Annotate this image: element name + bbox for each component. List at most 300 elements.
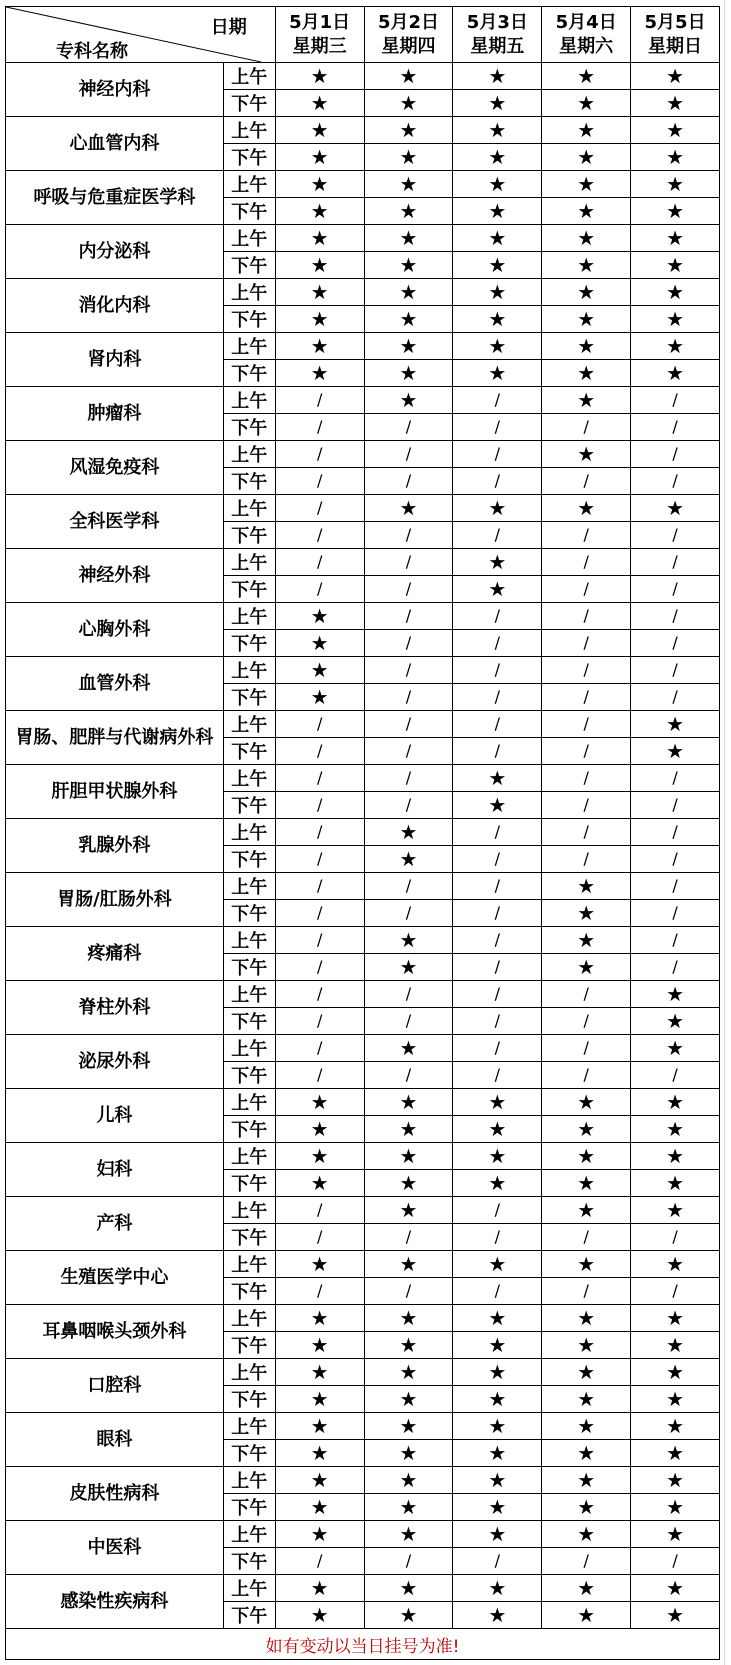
- closed-mark: /: [453, 441, 542, 468]
- closed-mark: /: [631, 900, 720, 927]
- closed-mark: /: [631, 414, 720, 441]
- closed-mark: /: [364, 441, 453, 468]
- closed-mark: /: [542, 711, 631, 738]
- open-star-icon: ★: [453, 1305, 542, 1332]
- department-name: 感染性疾病科: [6, 1575, 224, 1629]
- open-star-icon: ★: [364, 1170, 453, 1197]
- open-star-icon: ★: [542, 1197, 631, 1224]
- department-axis-label: 专科名称: [56, 41, 128, 62]
- open-star-icon: ★: [542, 225, 631, 252]
- department-name: 儿科: [6, 1089, 224, 1143]
- open-star-icon: ★: [364, 1494, 453, 1521]
- open-star-icon: ★: [453, 279, 542, 306]
- day-header-2: [364, 7, 453, 63]
- afternoon-label: 下午: [223, 684, 275, 711]
- morning-label: 上午: [223, 387, 275, 414]
- open-star-icon: ★: [275, 1494, 364, 1521]
- closed-mark: /: [631, 1548, 720, 1575]
- afternoon-label: 下午: [223, 414, 275, 441]
- open-star-icon: ★: [453, 90, 542, 117]
- department-name: 内分泌科: [6, 225, 224, 279]
- department-name: 肿瘤科: [6, 387, 224, 441]
- department-name: 肾内科: [6, 333, 224, 387]
- open-star-icon: ★: [275, 279, 364, 306]
- table-row: [6, 1359, 720, 1386]
- closed-mark: /: [542, 657, 631, 684]
- open-star-icon: ★: [631, 63, 720, 90]
- afternoon-label: 下午: [223, 90, 275, 117]
- open-star-icon: ★: [364, 1305, 453, 1332]
- open-star-icon: ★: [631, 171, 720, 198]
- open-star-icon: ★: [453, 63, 542, 90]
- closed-mark: /: [542, 1224, 631, 1251]
- open-star-icon: ★: [453, 117, 542, 144]
- open-star-icon: ★: [631, 360, 720, 387]
- open-star-icon: ★: [364, 117, 453, 144]
- open-star-icon: ★: [631, 117, 720, 144]
- open-star-icon: ★: [453, 576, 542, 603]
- open-star-icon: ★: [631, 1494, 720, 1521]
- open-star-icon: ★: [631, 306, 720, 333]
- open-star-icon: ★: [542, 252, 631, 279]
- morning-label: 上午: [223, 1197, 275, 1224]
- closed-mark: /: [364, 414, 453, 441]
- closed-mark: /: [275, 1062, 364, 1089]
- open-star-icon: ★: [542, 954, 631, 981]
- open-star-icon: ★: [453, 792, 542, 819]
- open-star-icon: ★: [364, 927, 453, 954]
- open-star-icon: ★: [364, 846, 453, 873]
- open-star-icon: ★: [453, 198, 542, 225]
- closed-mark: /: [453, 1197, 542, 1224]
- open-star-icon: ★: [453, 1143, 542, 1170]
- closed-mark: /: [453, 711, 542, 738]
- morning-label: 上午: [223, 225, 275, 252]
- open-star-icon: ★: [364, 495, 453, 522]
- open-star-icon: ★: [542, 1467, 631, 1494]
- closed-mark: /: [631, 657, 720, 684]
- department-name: 脊柱外科: [6, 981, 224, 1035]
- table-row: [6, 927, 720, 954]
- table-row: [6, 1089, 720, 1116]
- open-star-icon: ★: [631, 198, 720, 225]
- closed-mark: /: [453, 738, 542, 765]
- afternoon-label: 下午: [223, 1332, 275, 1359]
- closed-mark: /: [453, 387, 542, 414]
- department-name: 泌尿外科: [6, 1035, 224, 1089]
- department-name: 神经内科: [6, 63, 224, 117]
- open-star-icon: ★: [453, 1170, 542, 1197]
- open-star-icon: ★: [453, 225, 542, 252]
- closed-mark: /: [275, 522, 364, 549]
- open-star-icon: ★: [453, 1413, 542, 1440]
- open-star-icon: ★: [542, 1143, 631, 1170]
- open-star-icon: ★: [542, 360, 631, 387]
- open-star-icon: ★: [631, 252, 720, 279]
- closed-mark: /: [275, 1224, 364, 1251]
- closed-mark: /: [275, 981, 364, 1008]
- department-name: 消化内科: [6, 279, 224, 333]
- closed-mark: /: [542, 1062, 631, 1089]
- table-row: [6, 117, 720, 144]
- closed-mark: /: [631, 954, 720, 981]
- afternoon-label: 下午: [223, 360, 275, 387]
- closed-mark: /: [631, 522, 720, 549]
- closed-mark: /: [542, 630, 631, 657]
- date-axis-label: 日期: [210, 17, 247, 38]
- footer-note: 如有变动以当日挂号为准!: [6, 1629, 720, 1660]
- open-star-icon: ★: [364, 90, 453, 117]
- open-star-icon: ★: [364, 1359, 453, 1386]
- closed-mark: /: [631, 603, 720, 630]
- open-star-icon: ★: [364, 252, 453, 279]
- table-row: [6, 333, 720, 360]
- closed-mark: /: [453, 846, 542, 873]
- afternoon-label: 下午: [223, 1116, 275, 1143]
- open-star-icon: ★: [275, 63, 364, 90]
- open-star-icon: ★: [631, 1116, 720, 1143]
- afternoon-label: 下午: [223, 630, 275, 657]
- open-star-icon: ★: [453, 1386, 542, 1413]
- open-star-icon: ★: [631, 1386, 720, 1413]
- open-star-icon: ★: [275, 1251, 364, 1278]
- morning-label: 上午: [223, 1575, 275, 1602]
- morning-label: 上午: [223, 1251, 275, 1278]
- open-star-icon: ★: [364, 954, 453, 981]
- closed-mark: /: [453, 630, 542, 657]
- day-date: 5月4日: [555, 11, 617, 33]
- closed-mark: /: [453, 1224, 542, 1251]
- closed-mark: /: [453, 1062, 542, 1089]
- closed-mark: /: [364, 1548, 453, 1575]
- closed-mark: /: [275, 927, 364, 954]
- open-star-icon: ★: [364, 1602, 453, 1629]
- open-star-icon: ★: [364, 306, 453, 333]
- afternoon-label: 下午: [223, 1494, 275, 1521]
- department-name: 全科医学科: [6, 495, 224, 549]
- closed-mark: /: [453, 1035, 542, 1062]
- afternoon-label: 下午: [223, 198, 275, 225]
- department-name: 肝胆甲状腺外科: [6, 765, 224, 819]
- open-star-icon: ★: [631, 1035, 720, 1062]
- open-star-icon: ★: [275, 1602, 364, 1629]
- morning-label: 上午: [223, 1467, 275, 1494]
- open-star-icon: ★: [364, 1521, 453, 1548]
- footer-row: [6, 1629, 720, 1660]
- closed-mark: /: [542, 468, 631, 495]
- department-name: 乳腺外科: [6, 819, 224, 873]
- open-star-icon: ★: [364, 1143, 453, 1170]
- open-star-icon: ★: [453, 1575, 542, 1602]
- afternoon-label: 下午: [223, 900, 275, 927]
- closed-mark: /: [453, 603, 542, 630]
- open-star-icon: ★: [542, 1440, 631, 1467]
- closed-mark: /: [364, 549, 453, 576]
- open-star-icon: ★: [275, 198, 364, 225]
- closed-mark: /: [542, 522, 631, 549]
- closed-mark: /: [364, 1008, 453, 1035]
- open-star-icon: ★: [631, 1143, 720, 1170]
- open-star-icon: ★: [453, 1359, 542, 1386]
- open-star-icon: ★: [542, 1305, 631, 1332]
- open-star-icon: ★: [542, 279, 631, 306]
- closed-mark: /: [453, 657, 542, 684]
- open-star-icon: ★: [364, 819, 453, 846]
- closed-mark: /: [275, 738, 364, 765]
- open-star-icon: ★: [275, 1170, 364, 1197]
- table-row: [6, 1521, 720, 1548]
- open-star-icon: ★: [542, 900, 631, 927]
- table-row: [6, 1251, 720, 1278]
- open-star-icon: ★: [631, 1602, 720, 1629]
- closed-mark: /: [275, 549, 364, 576]
- open-star-icon: ★: [364, 198, 453, 225]
- open-star-icon: ★: [631, 1440, 720, 1467]
- table-row: [6, 765, 720, 792]
- open-star-icon: ★: [364, 387, 453, 414]
- morning-label: 上午: [223, 117, 275, 144]
- closed-mark: /: [275, 468, 364, 495]
- open-star-icon: ★: [453, 1089, 542, 1116]
- open-star-icon: ★: [275, 90, 364, 117]
- department-name: 血管外科: [6, 657, 224, 711]
- closed-mark: /: [631, 846, 720, 873]
- open-star-icon: ★: [453, 1251, 542, 1278]
- closed-mark: /: [542, 1548, 631, 1575]
- open-star-icon: ★: [542, 927, 631, 954]
- open-star-icon: ★: [631, 1575, 720, 1602]
- open-star-icon: ★: [275, 333, 364, 360]
- open-star-icon: ★: [631, 1197, 720, 1224]
- closed-mark: /: [275, 873, 364, 900]
- closed-mark: /: [453, 873, 542, 900]
- open-star-icon: ★: [364, 1467, 453, 1494]
- closed-mark: /: [364, 468, 453, 495]
- morning-label: 上午: [223, 819, 275, 846]
- open-star-icon: ★: [542, 1116, 631, 1143]
- table-row: [6, 1143, 720, 1170]
- open-star-icon: ★: [275, 1305, 364, 1332]
- closed-mark: /: [453, 981, 542, 1008]
- afternoon-label: 下午: [223, 306, 275, 333]
- closed-mark: /: [542, 549, 631, 576]
- open-star-icon: ★: [364, 360, 453, 387]
- department-name: 疼痛科: [6, 927, 224, 981]
- day-date: 5月1日: [289, 11, 351, 33]
- open-star-icon: ★: [631, 225, 720, 252]
- morning-label: 上午: [223, 1305, 275, 1332]
- table-row: [6, 63, 720, 90]
- morning-label: 上午: [223, 279, 275, 306]
- closed-mark: /: [275, 387, 364, 414]
- closed-mark: /: [275, 414, 364, 441]
- open-star-icon: ★: [542, 306, 631, 333]
- closed-mark: /: [275, 792, 364, 819]
- afternoon-label: 下午: [223, 1008, 275, 1035]
- open-star-icon: ★: [275, 1413, 364, 1440]
- day-weekday: 星期四: [381, 35, 436, 57]
- morning-label: 上午: [223, 603, 275, 630]
- open-star-icon: ★: [542, 1413, 631, 1440]
- morning-label: 上午: [223, 981, 275, 1008]
- open-star-icon: ★: [275, 1386, 364, 1413]
- open-star-icon: ★: [453, 1116, 542, 1143]
- closed-mark: /: [631, 873, 720, 900]
- closed-mark: /: [364, 576, 453, 603]
- open-star-icon: ★: [364, 1575, 453, 1602]
- schedule-table: [5, 6, 720, 1660]
- open-star-icon: ★: [542, 441, 631, 468]
- open-star-icon: ★: [542, 1089, 631, 1116]
- open-star-icon: ★: [542, 1170, 631, 1197]
- morning-label: 上午: [223, 63, 275, 90]
- open-star-icon: ★: [275, 630, 364, 657]
- afternoon-label: 下午: [223, 1278, 275, 1305]
- department-name: 产科: [6, 1197, 224, 1251]
- open-star-icon: ★: [364, 1440, 453, 1467]
- closed-mark: /: [542, 603, 631, 630]
- open-star-icon: ★: [453, 1521, 542, 1548]
- department-name: 中医科: [6, 1521, 224, 1575]
- closed-mark: /: [631, 684, 720, 711]
- closed-mark: /: [364, 684, 453, 711]
- open-star-icon: ★: [453, 1602, 542, 1629]
- open-star-icon: ★: [453, 495, 542, 522]
- department-name: 胃肠、肥胖与代谢病外科: [6, 711, 224, 765]
- open-star-icon: ★: [453, 765, 542, 792]
- closed-mark: /: [453, 927, 542, 954]
- open-star-icon: ★: [631, 144, 720, 171]
- morning-label: 上午: [223, 1089, 275, 1116]
- table-row: [6, 279, 720, 306]
- closed-mark: /: [364, 873, 453, 900]
- open-star-icon: ★: [275, 1521, 364, 1548]
- open-star-icon: ★: [631, 981, 720, 1008]
- closed-mark: /: [542, 684, 631, 711]
- open-star-icon: ★: [631, 738, 720, 765]
- department-name: 妇科: [6, 1143, 224, 1197]
- closed-mark: /: [631, 792, 720, 819]
- table-row: [6, 1413, 720, 1440]
- morning-label: 上午: [223, 171, 275, 198]
- closed-mark: /: [453, 468, 542, 495]
- open-star-icon: ★: [364, 225, 453, 252]
- open-star-icon: ★: [275, 1359, 364, 1386]
- closed-mark: /: [364, 792, 453, 819]
- afternoon-label: 下午: [223, 954, 275, 981]
- closed-mark: /: [275, 1008, 364, 1035]
- closed-mark: /: [631, 630, 720, 657]
- morning-label: 上午: [223, 873, 275, 900]
- afternoon-label: 下午: [223, 738, 275, 765]
- closed-mark: /: [275, 1035, 364, 1062]
- closed-mark: /: [364, 522, 453, 549]
- open-star-icon: ★: [453, 144, 542, 171]
- open-star-icon: ★: [275, 657, 364, 684]
- open-star-icon: ★: [542, 1575, 631, 1602]
- open-star-icon: ★: [275, 1575, 364, 1602]
- open-star-icon: ★: [631, 1305, 720, 1332]
- afternoon-label: 下午: [223, 1224, 275, 1251]
- open-star-icon: ★: [542, 1359, 631, 1386]
- day-weekday: 星期日: [648, 35, 703, 57]
- open-star-icon: ★: [453, 1440, 542, 1467]
- open-star-icon: ★: [542, 90, 631, 117]
- table-row: [6, 387, 720, 414]
- day-date: 5月3日: [466, 11, 528, 33]
- open-star-icon: ★: [275, 144, 364, 171]
- closed-mark: /: [542, 819, 631, 846]
- closed-mark: /: [275, 846, 364, 873]
- open-star-icon: ★: [542, 873, 631, 900]
- closed-mark: /: [631, 927, 720, 954]
- open-star-icon: ★: [542, 1332, 631, 1359]
- closed-mark: /: [631, 468, 720, 495]
- department-name: 耳鼻咽喉头颈外科: [6, 1305, 224, 1359]
- table-row: [6, 603, 720, 630]
- open-star-icon: ★: [453, 1332, 542, 1359]
- closed-mark: /: [453, 819, 542, 846]
- header-row: [6, 7, 720, 63]
- closed-mark: /: [453, 522, 542, 549]
- open-star-icon: ★: [631, 1251, 720, 1278]
- open-star-icon: ★: [542, 333, 631, 360]
- day-header-1: [275, 7, 364, 63]
- closed-mark: /: [364, 657, 453, 684]
- open-star-icon: ★: [364, 144, 453, 171]
- open-star-icon: ★: [631, 1467, 720, 1494]
- table-row: [6, 441, 720, 468]
- open-star-icon: ★: [364, 1251, 453, 1278]
- open-star-icon: ★: [275, 1116, 364, 1143]
- closed-mark: /: [275, 819, 364, 846]
- open-star-icon: ★: [275, 117, 364, 144]
- open-star-icon: ★: [453, 252, 542, 279]
- day-weekday: 星期三: [292, 35, 347, 57]
- open-star-icon: ★: [453, 306, 542, 333]
- table-row: [6, 981, 720, 1008]
- closed-mark: /: [275, 441, 364, 468]
- closed-mark: /: [542, 981, 631, 1008]
- department-name: 皮肤性病科: [6, 1467, 224, 1521]
- afternoon-label: 下午: [223, 144, 275, 171]
- closed-mark: /: [364, 1062, 453, 1089]
- closed-mark: /: [364, 738, 453, 765]
- table-row: [6, 495, 720, 522]
- closed-mark: /: [453, 1548, 542, 1575]
- closed-mark: /: [542, 1278, 631, 1305]
- closed-mark: /: [631, 387, 720, 414]
- open-star-icon: ★: [275, 603, 364, 630]
- day-header-5: [631, 7, 720, 63]
- closed-mark: /: [364, 765, 453, 792]
- closed-mark: /: [275, 765, 364, 792]
- open-star-icon: ★: [364, 1035, 453, 1062]
- morning-label: 上午: [223, 549, 275, 576]
- closed-mark: /: [364, 1278, 453, 1305]
- open-star-icon: ★: [542, 1494, 631, 1521]
- open-star-icon: ★: [364, 1197, 453, 1224]
- closed-mark: /: [542, 1035, 631, 1062]
- table-row: [6, 1467, 720, 1494]
- day-weekday: 星期五: [470, 35, 525, 57]
- morning-label: 上午: [223, 711, 275, 738]
- afternoon-label: 下午: [223, 1062, 275, 1089]
- closed-mark: /: [631, 441, 720, 468]
- open-star-icon: ★: [542, 198, 631, 225]
- open-star-icon: ★: [364, 1116, 453, 1143]
- open-star-icon: ★: [275, 171, 364, 198]
